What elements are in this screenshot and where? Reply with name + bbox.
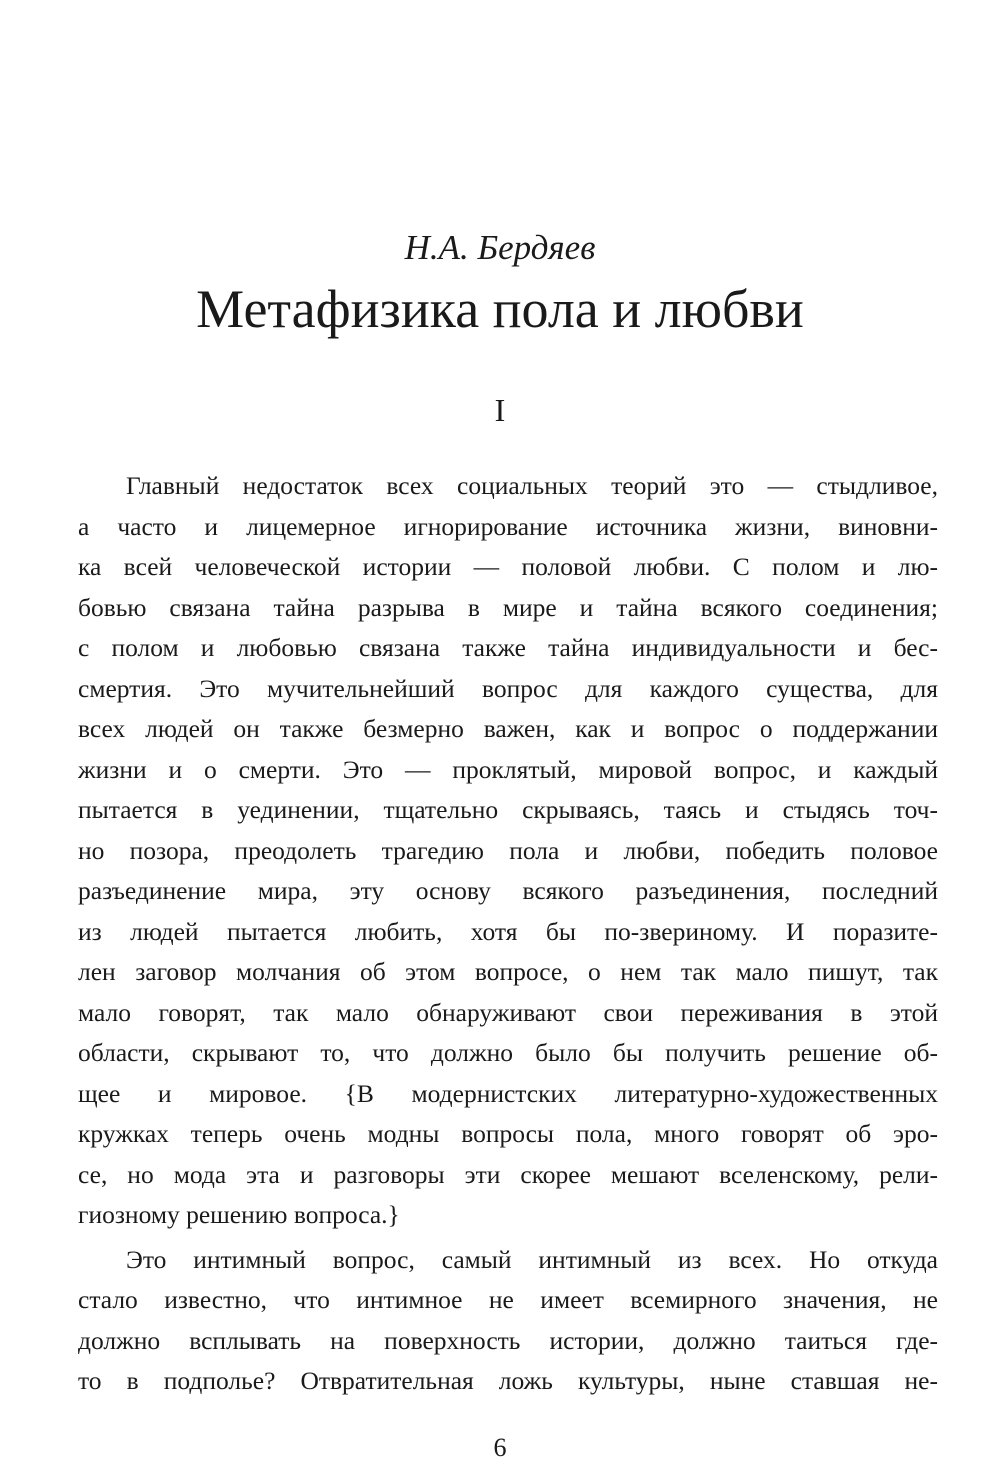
text-line: мало говорят, так мало обнаруживают свои переживания в этой — [78, 997, 938, 1027]
text-line: но позора, преодолеть трагедию пола и любви, победить половое — [78, 835, 938, 865]
section-number: I — [494, 392, 506, 428]
body-text — [78, 466, 938, 1402]
page-number: 6 — [493, 1433, 507, 1462]
text-line: из людей пытается любить, хотя бы по-звериному. И поразите- — [78, 916, 938, 946]
author-name: Н.А. Бердяев — [404, 228, 596, 267]
text-line: бовью связана тайна разрыва в мире и тайна всякого соединения; — [78, 592, 938, 622]
text-line: кружках теперь очень модны вопросы пола, много говорят об эро- — [78, 1119, 938, 1148]
paragraph-2 — [78, 1240, 938, 1402]
text-line: области, скрывают то, что должно было бы получить решение об- — [78, 1038, 938, 1067]
paragraph-1 — [78, 466, 938, 1236]
text-line: а часто и лицемерное игнорирование источника жизни, виновни- — [78, 511, 938, 541]
text-line: Это интимный вопрос, самый интимный из всех. Но откуда — [126, 1244, 938, 1274]
text-line: ка всей человеческой истории — половой любви. С полом и лю- — [78, 552, 938, 581]
chapter-title: Метафизика пола и любви — [196, 279, 804, 339]
text-line: смертия. Это мучительнейший вопрос для каждого существа, для — [78, 673, 938, 703]
text-line: всех людей он также безмерно важен, как и вопрос о поддержании — [78, 714, 938, 743]
text-line: лен заговор молчания об этом вопросе, о нем так мало пишут, так — [78, 957, 938, 986]
text-line: се, но мода эта и разговоры эти скорее мешают вселенскому, рели- — [78, 1159, 938, 1189]
text-line: то в подполье? Отвратительная ложь культуры, ныне ставшая не- — [78, 1366, 938, 1395]
text-line: щее и мировое. {В модернистских литературно-художественных — [78, 1078, 938, 1108]
text-line: пытается в уединении, тщательно скрываясь, таясь и стыдясь точ- — [78, 795, 938, 824]
text-line: должно всплывать на поверхность истории, должно таиться где- — [78, 1325, 938, 1355]
text-line: разъединение мира, эту основу всякого разъединения, последний — [78, 876, 938, 905]
text-line: с полом и любовью связана также тайна индивидуальности и бес- — [78, 633, 938, 662]
text-line: Главный недостаток всех социальных теорий это — стыдливое, — [126, 471, 938, 500]
text-line: стало известно, что интимное не имеет всемирного значения, не — [78, 1285, 938, 1314]
text-line: гиозному решению вопроса.} — [78, 1200, 400, 1229]
text-line: жизни и о смерти. Это — проклятый, мировой вопрос, и каждый — [78, 754, 938, 784]
